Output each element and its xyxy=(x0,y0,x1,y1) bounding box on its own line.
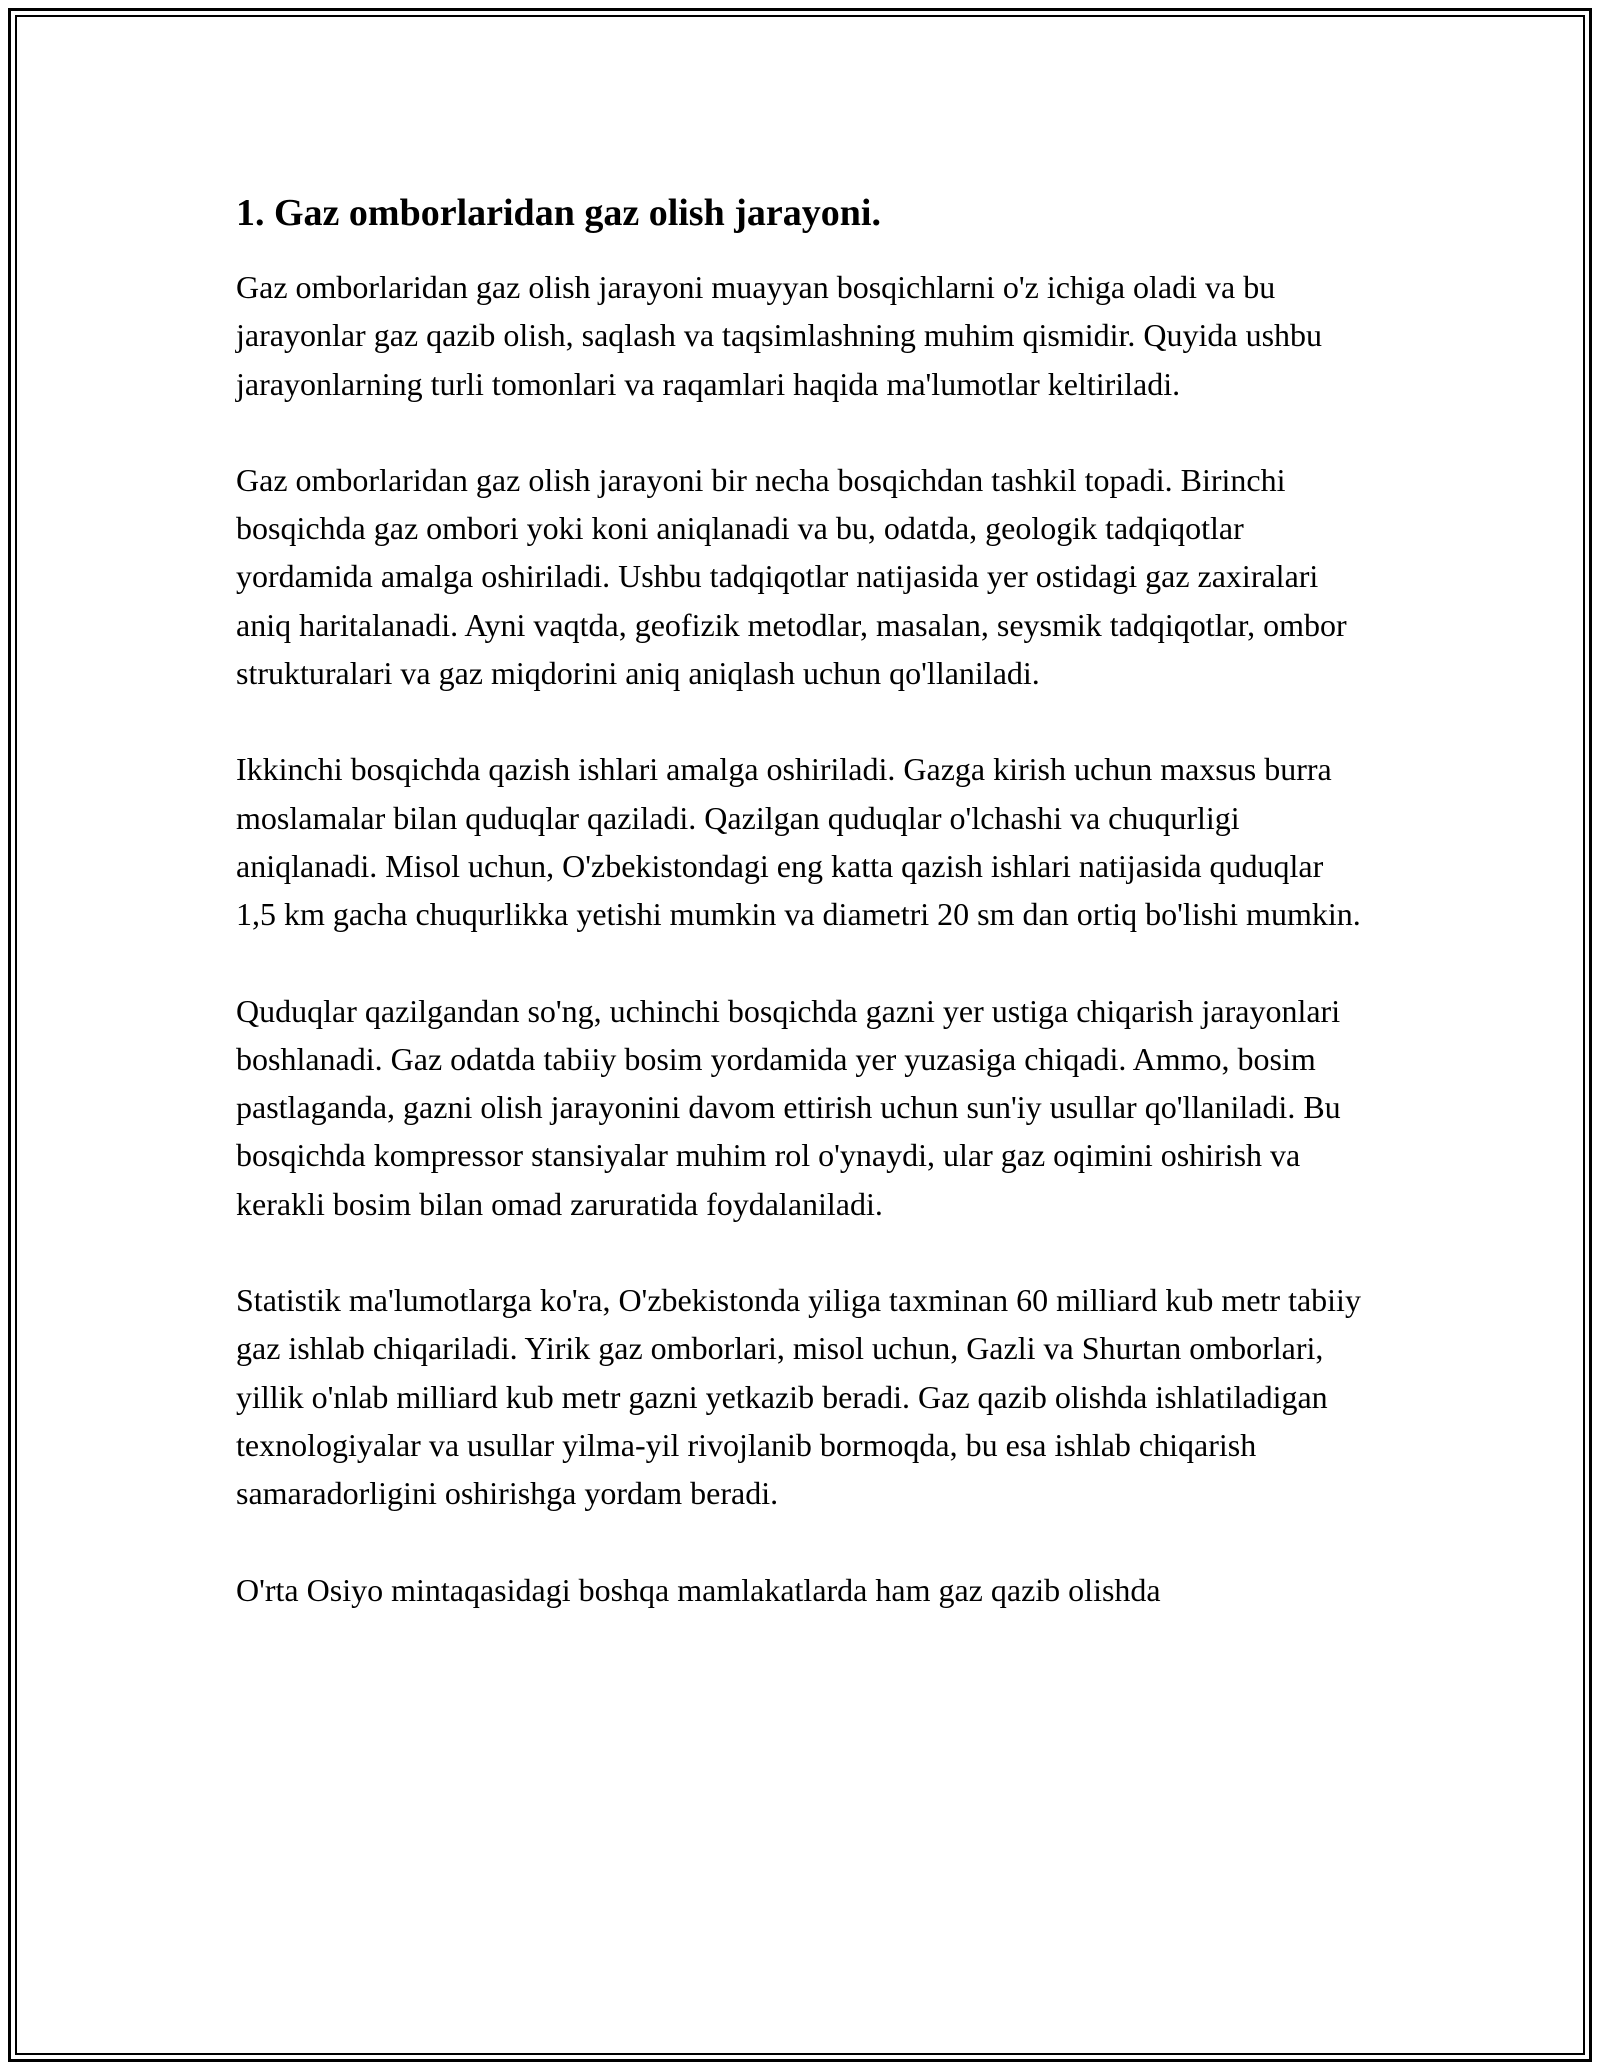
document-title: 1. Gaz omborlaridan gaz olish jarayoni. xyxy=(236,192,881,234)
paragraph-statistics: Statistik ma'lumotlarga ko'ra, O'zbekistonda yiliga taxminan 60 milliard kub metr tabiiy gaz ishlab chiqariladi. Yirik gaz omborlari, misol uchun, Gazli va Shurtan omborlari, yillik o'nlab milliard kub metr gazni yetkazib beradi. Gaz qazib olishda ishlatiladigan texnologiyalar va usullar yilma-yil rivojlanib bormoqda, bu esa ishlab chiqarish samaradorligini oshirishga yordam beradi. xyxy=(236,1282,1361,1512)
paragraph-first-stage: Gaz omborlaridan gaz olish jarayoni bir necha bosqichdan tashkil topadi. Birinchi bosqichda gaz ombori yoki koni aniqlanadi va bu, odatda, geologik tadqiqotlar yordamida amalga oshiriladi. Ushbu tadqiqotlar natijasida yer ostidagi gaz zaxiralari aniq haritalanadi. Ayni vaqtda, geofizik metodlar, masalan, seysmik tadqiqotlar, ombor strukturalari va gaz miqdorini aniq aniqlash uchun qo'llaniladi. xyxy=(236,461,1347,692)
paragraph-central-asia: O'rta Osiyo mintaqasidagi boshqa mamlakatlarda ham gaz qazib olishda xyxy=(236,1571,1161,1608)
paragraph-intro: Gaz omborlaridan gaz olish jarayoni muayyan bosqichlarni o'z ichiga oladi va bu jarayonlar gaz qazib olish, saqlash va taqsimlashning muhim qismidir. Quyida ushbu jarayonlarning turli tomonlari va raqamlari haqida ma'lumotlar keltiriladi. xyxy=(236,269,1323,402)
paragraph-second-stage: Ikkinchi bosqichda qazish ishlari amalga oshiriladi. Gazga kirish uchun maxsus burra moslamalar bilan quduqlar qaziladi. Qazilgan quduqlar o'lchashi va chuqurligi aniqlanadi. Misol uchun, O'zbekistondagi eng katta qazish ishlari natijasida quduqlar 1,5 km gacha chuqurlikka yetishi mumkin va diametri 20 sm dan ortiq bo'lishi mumkin. xyxy=(236,751,1361,933)
paragraph-third-stage: Quduqlar qazilgandan so'ng, uchinchi bosqichda gazni yer ustiga chiqarish jarayonlari boshlanadi. Gaz odatda tabiiy bosim yordamida yer yuzasiga chiqadi. Ammo, bosim pastlaganda, gazni olish jarayonini davom ettirish uchun sun'iy usullar qo'llaniladi. Bu bosqichda kompressor stansiyalar muhim rol o'ynaydi, ular gaz oqimini oshirish va kerakli bosim bilan omad zaruratida foydalaniladi. xyxy=(236,992,1341,1222)
document-page xyxy=(236,185,1366,1614)
